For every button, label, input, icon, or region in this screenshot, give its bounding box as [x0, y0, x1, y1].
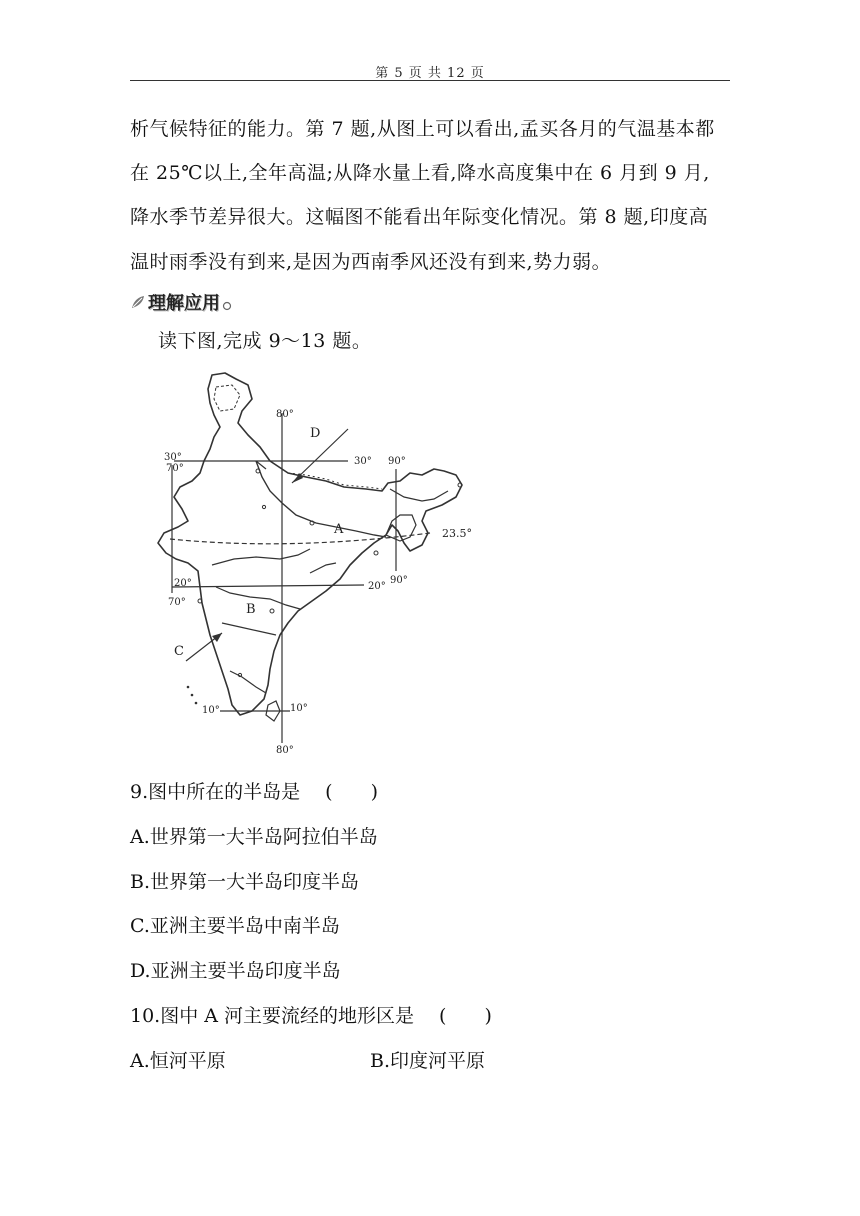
- mahanadi-river: [310, 563, 336, 573]
- map-label-lon90-bottom: 90°: [390, 575, 408, 586]
- map-label-lat30-right: 30°: [354, 456, 372, 467]
- question-9-option-c: C.亚洲主要半岛中南半岛: [130, 915, 340, 937]
- godavari-river: [216, 587, 300, 609]
- map-label-a: A: [334, 522, 344, 537]
- leaf-icon: [130, 294, 146, 310]
- question-10-option-b: B.印度河平原: [370, 1050, 486, 1072]
- section-title: 理解应用: [148, 293, 220, 314]
- kaveri-river: [230, 671, 266, 693]
- island-mark: [187, 686, 190, 689]
- map-label-lat30-left: 30°: [164, 452, 182, 463]
- question-9-option-d: D.亚洲主要半岛印度半岛: [130, 960, 341, 982]
- island-mark: [195, 702, 198, 705]
- circle-mark-icon: [222, 301, 232, 311]
- map-label-lat20-right: 20°: [368, 581, 386, 592]
- page-header: 第 5 页 共 12 页: [375, 66, 485, 81]
- header-divider: [130, 80, 730, 81]
- explanation-line-3: 降水季节差异很大。这幅图不能看出年际变化情况。第 8 题,印度高: [130, 206, 709, 228]
- question-9-stem: 9.图中所在的半岛是 ( ): [130, 781, 378, 803]
- explanation-line-2: 在 25℃以上,全年高温;从降水量上看,降水高度集中在 6 月到 9 月,: [130, 162, 710, 184]
- ganges-river: [256, 461, 386, 537]
- kashmir-boundary: [214, 385, 240, 411]
- instruction-text: 读下图,完成 9～13 题。: [158, 330, 372, 352]
- map-label-lon70-top: 70°: [166, 463, 184, 474]
- map-label-c: C: [174, 644, 184, 659]
- arrow-c-head: [212, 633, 222, 642]
- question-10-stem: 10.图中 A 河主要流经的地形区是 ( ): [130, 1005, 492, 1027]
- map-label-b: B: [246, 602, 256, 617]
- map-label-tropic: 23.5°: [442, 527, 472, 540]
- parallel-20: [172, 585, 364, 587]
- explanation-line-4: 温时雨季没有到来,是因为西南季风还没有到来,势力弱。: [130, 251, 612, 273]
- map-label-lon80-bottom: 80°: [276, 745, 294, 756]
- city-dot: [238, 673, 241, 676]
- brahmaputra-river: [390, 489, 448, 501]
- map-label-lat10-right: 10°: [290, 703, 308, 714]
- map-label-lat20-left: 20°: [174, 578, 192, 589]
- map-label-lon90-top: 90°: [388, 456, 406, 467]
- map-label-lon70-bottom: 70°: [168, 597, 186, 608]
- section-heading: [130, 289, 232, 315]
- map-label-lon80-top: 80°: [276, 409, 294, 420]
- city-dot: [374, 551, 378, 555]
- island-mark: [191, 694, 194, 697]
- city-dot: [270, 609, 274, 613]
- narmada-river: [212, 549, 310, 565]
- city-dot: [262, 505, 265, 508]
- tropic-of-cancer: [170, 533, 430, 544]
- map-label-d: D: [310, 426, 321, 441]
- india-map: [130, 365, 490, 765]
- question-10-option-a: A.恒河平原: [130, 1050, 226, 1072]
- india-outline: [158, 373, 462, 715]
- question-9-option-a: A.世界第一大半岛阿拉伯半岛: [130, 826, 378, 848]
- map-label-lat10: 10°: [202, 705, 220, 716]
- krishna-river: [222, 623, 276, 635]
- explanation-line-1: 析气候特征的能力。第 7 题,从图上可以看出,孟买各月的气温基本都: [130, 118, 715, 140]
- question-9-option-b: B.世界第一大半岛印度半岛: [130, 871, 360, 893]
